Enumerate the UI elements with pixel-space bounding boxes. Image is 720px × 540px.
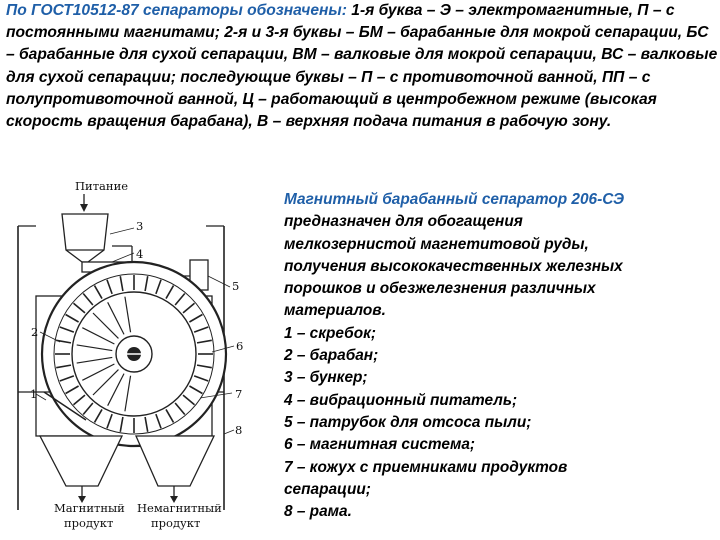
callout-6: 6 [236, 339, 244, 353]
description-block [284, 189, 714, 523]
description-line: 8 – рама. [284, 503, 352, 521]
separator-drawing [0, 178, 262, 540]
hopper-shape [62, 214, 108, 262]
intro-paragraph [6, 0, 718, 133]
intro-text: 1-я буква – Э – электромагнитные, П – с постоянными магнитами; 2-я и 3-я буквы – БМ – барабанные для мокрой сепарации, БС – барабанные для сухой сепарации, ВМ – валковые для мокрой сепарации, ВС – валковые для сухой сепарации; последующие буквы – П – с противоточной ванной, ПП – с полупротивоточной ванной, Ц – работающий в центробежном режиме (высокая скорость вращения барабана), В – верхняя подача питания в рабочую зону. [6, 2, 718, 131]
description-line: 6 – магнитная система; [284, 436, 476, 454]
description-line: 5 – патрубок для отсоса пыли; [284, 413, 532, 431]
description-line: 1 – скребок; [284, 324, 377, 342]
description-line: сепарации; [284, 480, 371, 498]
description-line: мелкозернистой магнетитовой руды, [284, 235, 589, 253]
magnetic-product-label-1: Магнитный [54, 501, 125, 515]
description-title-line: Магнитный барабанный сепаратор 206-СЭ [284, 191, 625, 208]
callout-3: 3 [136, 219, 144, 233]
callout-4: 4 [136, 247, 144, 261]
description-line: 2 – барабан; [284, 347, 379, 365]
description-line: 4 – вибрационный питатель; [284, 391, 518, 409]
nonmagnetic-chute-shape [136, 436, 214, 486]
magnetic-product-label-2: продукт [64, 516, 114, 530]
description-line: предназначен для обогащения [284, 213, 523, 231]
callout-7: 7 [235, 387, 243, 401]
feed-label: Питание [75, 179, 129, 193]
callout-1: 1 [30, 387, 38, 401]
callout-2: 2 [31, 325, 39, 339]
callout-8: 8 [235, 423, 243, 437]
nonmagnetic-product-label-1: Немагнитный [137, 501, 222, 515]
callout-5: 5 [232, 279, 240, 293]
description-line: 3 – бункер; [284, 369, 368, 387]
magnetic-chute-shape [40, 436, 122, 486]
description-line: получения высококачественных железных [284, 257, 623, 275]
nonmagnetic-product-label-2: продукт [151, 516, 201, 530]
description-line: материалов. [284, 302, 386, 320]
description-line: порошков и обезжелезнения различных [284, 280, 596, 298]
intro-lead: По ГОСТ10512-87 сепараторы обозначены: [6, 2, 347, 19]
description-line: 7 – кожух с приемниками продуктов [284, 458, 568, 476]
